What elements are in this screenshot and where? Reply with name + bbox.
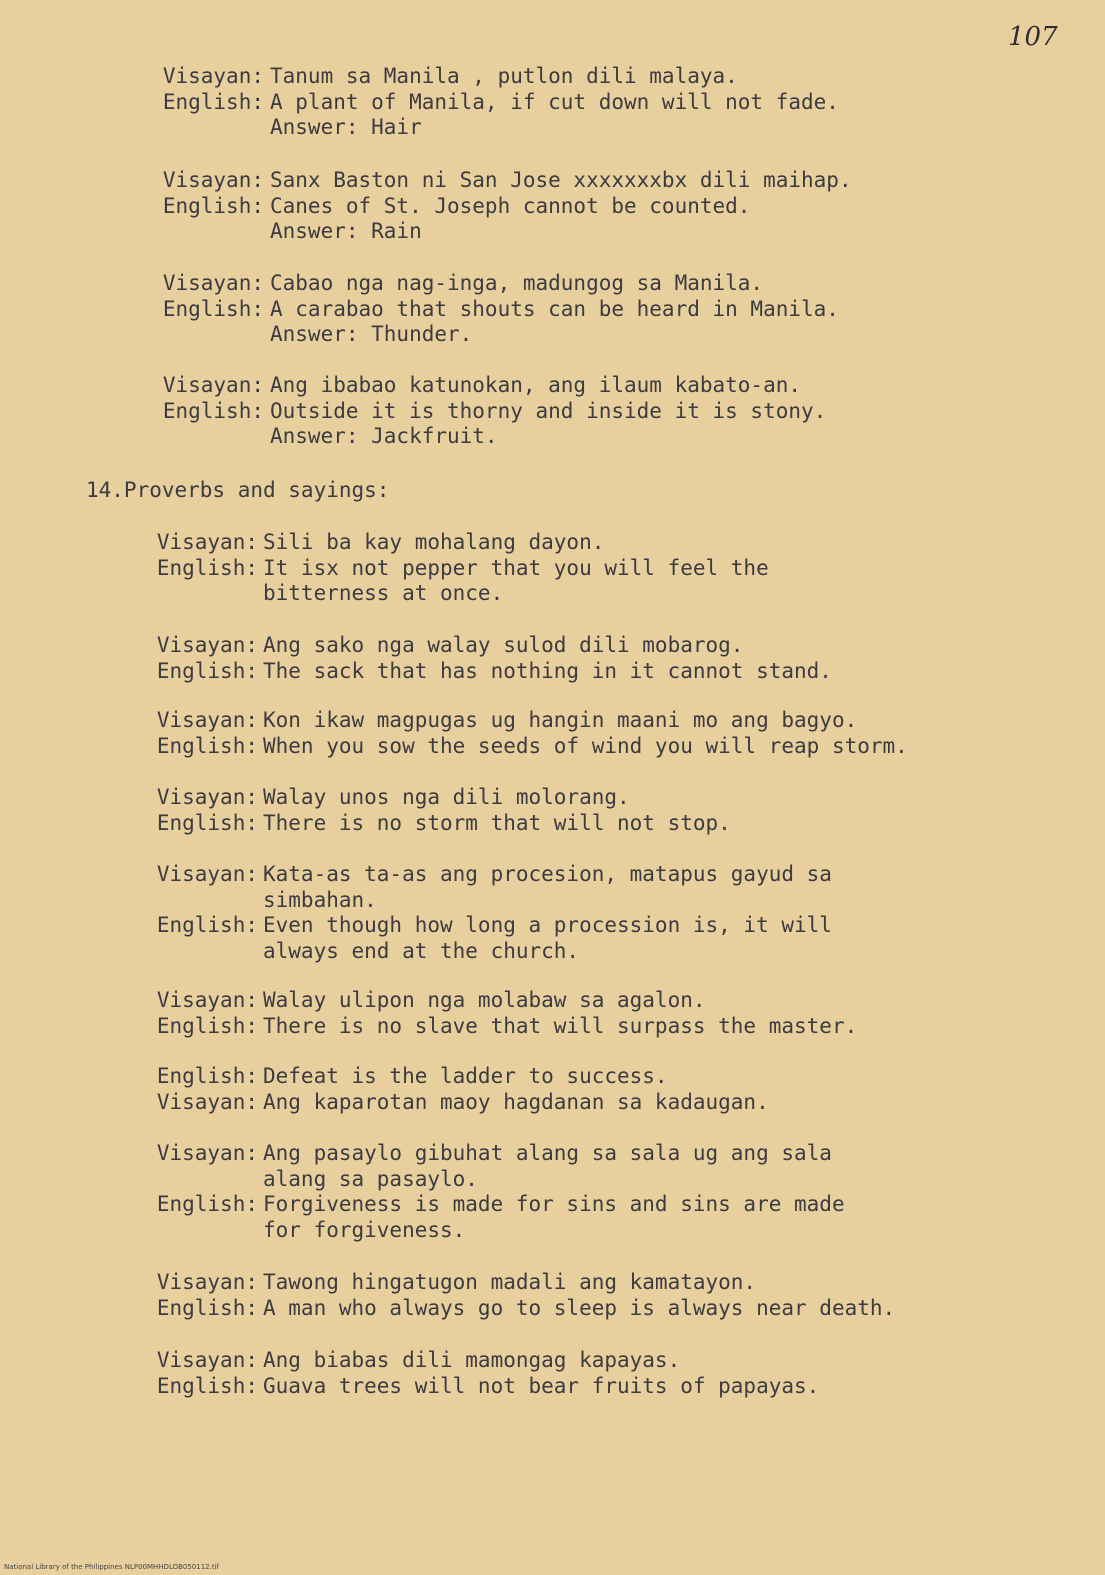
entry-line: [0, 708, 1105, 733]
entry-line: [0, 399, 1105, 424]
entry-line: [0, 862, 1105, 887]
line-text: When you sow the seeds of wind you will reap storm.: [263, 733, 908, 758]
entry-line: [0, 888, 1105, 913]
line-text: Walay unos nga dili molorang.: [263, 785, 630, 809]
entry-line: [0, 785, 1105, 810]
language-label: Visayan:: [156, 988, 258, 1012]
line-text: Ang kaparotan maoy hagdanan sa kadaugan.: [263, 1089, 769, 1114]
language-label: English:: [156, 1192, 258, 1216]
line-continuation: alang sa pasaylo.: [263, 1166, 478, 1191]
language-label: English:: [162, 398, 264, 423]
line-text: A plant of Manila, if cut down will not fade.: [270, 89, 839, 114]
language-label: Visayan:: [156, 1270, 258, 1294]
entry-line: [0, 1141, 1105, 1166]
entry-line: [0, 90, 1105, 115]
entry-line: [0, 1014, 1105, 1039]
line-text: It isx not pepper that you will feel the: [263, 555, 769, 580]
line-continuation: bitterness at once.: [263, 581, 504, 605]
section-heading: 14.Proverbs and sayings:: [86, 478, 390, 502]
entry-line: [0, 424, 1105, 449]
language-label: Visayan:: [156, 708, 258, 732]
language-label: Visayan:: [162, 373, 264, 397]
line-text: Walay ulipon nga molabaw sa agalon.: [263, 988, 706, 1012]
line-text: Cabao nga nag-inga, madungog sa Manila.: [270, 271, 764, 295]
scan-footer: National Library of the Philippines NLP00MHHDLOB050112.tif: [4, 1563, 220, 1571]
line-text: Sili ba kay mohalang dayon.: [263, 530, 605, 554]
entry-line: [0, 219, 1105, 244]
entry-line: [0, 1064, 1105, 1089]
language-label: Visayan:: [156, 530, 258, 554]
language-label: Visayan:: [156, 633, 258, 657]
line-text: Canes of St. Joseph cannot be counted.: [270, 193, 751, 218]
language-label: Visayan:: [162, 271, 264, 295]
entry-line: [0, 913, 1105, 938]
line-text: Even though how long a procession is, it will: [263, 913, 832, 937]
language-label: Visayan:: [162, 64, 264, 88]
language-label: English:: [156, 1373, 258, 1398]
language-label: English:: [162, 89, 264, 114]
line-text: Guava trees will not bear fruits of papayas.: [263, 1373, 820, 1398]
entry-line: [0, 1090, 1105, 1115]
language-label: Visayan:: [156, 1348, 258, 1372]
line-text: Tawong hingatugon madali ang kamatayon.: [263, 1270, 757, 1294]
entry-line: [0, 811, 1105, 836]
entry-line: [0, 659, 1105, 684]
entry-line: [0, 322, 1105, 347]
language-label: Visayan:: [156, 1141, 258, 1165]
entry-line: [0, 64, 1105, 89]
entry-line: [0, 633, 1105, 658]
line-text: Forgiveness is made for sins and sins are made: [263, 1192, 845, 1216]
entry-line: [0, 1167, 1105, 1192]
language-label: English:: [156, 810, 258, 835]
line-continuation: Answer: Thunder.: [270, 322, 473, 346]
entry-line: [0, 1296, 1105, 1321]
entry-line: [0, 1348, 1105, 1373]
line-text: Ang biabas dili mamongag kapayas.: [263, 1348, 681, 1372]
entry-line: [0, 297, 1105, 322]
language-label: English:: [156, 1295, 258, 1320]
line-text: There is no storm that will not stop.: [263, 810, 731, 835]
entry-line: [0, 1374, 1105, 1399]
line-text: Sanx Baston ni San Jose xxxxxxxbx dili maihap.: [270, 168, 852, 192]
entry-line: [0, 373, 1105, 398]
language-label: Visayan:: [156, 785, 258, 809]
language-label: Visayan:: [156, 862, 258, 886]
entry-line: [0, 581, 1105, 606]
line-text: There is no slave that will surpass the master.: [263, 1013, 858, 1038]
line-continuation: for forgiveness.: [263, 1217, 466, 1242]
language-label: English:: [162, 193, 264, 218]
language-label: English:: [156, 658, 258, 683]
entry-line: [0, 1192, 1105, 1217]
entry-line: [0, 1218, 1105, 1243]
line-text: Kata-as ta-as ang procesion, matapus gayud sa: [263, 862, 832, 886]
page-number: 107: [1008, 22, 1058, 52]
language-label: Visayan:: [162, 168, 264, 192]
entry-line: [0, 988, 1105, 1013]
line-text: A man who always go to sleep is always near death.: [263, 1295, 896, 1320]
language-label: English:: [156, 913, 258, 937]
line-text: Kon ikaw magpugas ug hangin maani mo ang bagyo.: [263, 708, 858, 732]
language-label: English:: [156, 733, 258, 758]
entry-line: [0, 271, 1105, 296]
language-label: English:: [156, 1064, 258, 1088]
line-text: Ang sako nga walay sulod dili mobarog.: [263, 633, 744, 657]
entry-line: [0, 115, 1105, 140]
language-label: English:: [162, 296, 264, 321]
line-continuation: simbahan.: [263, 887, 377, 912]
line-text: Ang pasaylo gibuhat alang sa sala ug ang sala: [263, 1141, 832, 1165]
line-continuation: always end at the church.: [263, 938, 580, 963]
line-continuation: Answer: Rain: [270, 219, 422, 243]
entry-line: [0, 530, 1105, 555]
entry-line: [0, 168, 1105, 193]
entry-line: [0, 939, 1105, 964]
language-label: English:: [156, 1013, 258, 1038]
entry-line: [0, 556, 1105, 581]
line-text: Outside it is thorny and inside it is stony.: [270, 398, 827, 423]
line-continuation: Answer: Jackfruit.: [270, 424, 498, 448]
entry-line: [0, 734, 1105, 759]
language-label: English:: [156, 555, 258, 580]
line-continuation: Answer: Hair: [270, 115, 422, 139]
entry-line: [0, 1270, 1105, 1295]
line-text: Tanum sa Manila , putlon dili malaya.: [270, 64, 738, 88]
line-text: Ang ibabao katunokan, ang ilaum kabato-an.: [270, 373, 802, 397]
line-text: A carabao that shouts can be heard in Manila.: [270, 296, 839, 321]
entry-line: [0, 194, 1105, 219]
line-text: Defeat is the ladder to success.: [263, 1064, 668, 1088]
language-label: Visayan:: [156, 1089, 258, 1114]
line-text: The sack that has nothing in it cannot stand.: [263, 658, 832, 683]
